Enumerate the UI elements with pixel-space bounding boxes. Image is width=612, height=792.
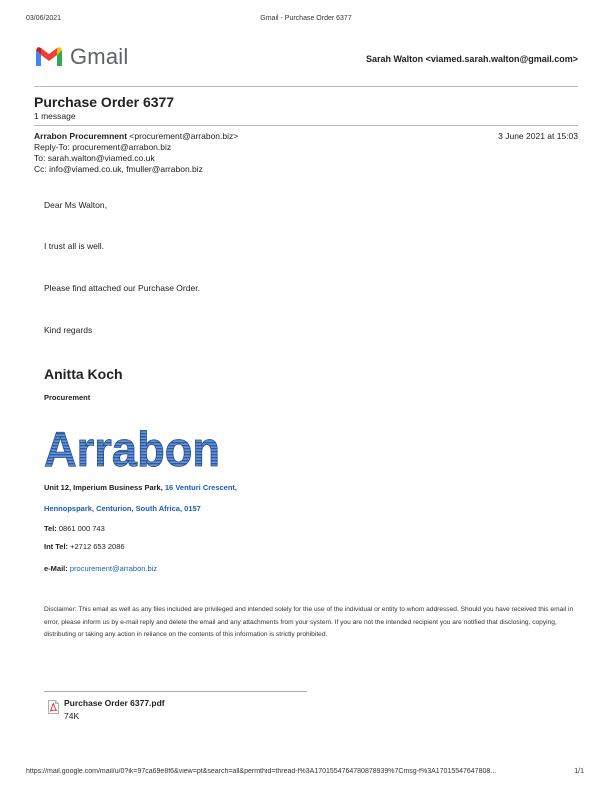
- email-line: [44, 564, 157, 573]
- int-tel-value: +2712 653 2086: [68, 542, 125, 551]
- address-line-1a: Unit 12, Imperium Business Park,: [44, 483, 165, 492]
- header-divider: [34, 86, 578, 87]
- email-label: e-Mail:: [44, 564, 68, 573]
- gmail-m-icon: [34, 46, 64, 68]
- signature-email-link[interactable]: procurement@arrabon.biz: [69, 564, 158, 573]
- signature-name: Anitta Koch: [44, 366, 123, 382]
- address-line-1: [44, 483, 237, 492]
- gmail-wordmark: Gmail: [70, 44, 129, 69]
- body-line-2: Please find attached our Purchase Order.: [44, 283, 200, 293]
- address-line-2[interactable]: Hennopspark, Centurion, South Africa, 0157: [44, 504, 201, 513]
- print-date: 03/06/2021: [26, 15, 62, 22]
- print-url: https://mail.google.com/mail/u/0?ik=97ca69e8f6&view=pt&search=all&permthid=thread-f%3A1701554764780878939%7Cmsg-f%3A17015547647808...: [26, 768, 497, 775]
- address-street-link[interactable]: 16 Venturi Crescent,: [164, 483, 238, 492]
- print-page-number: 1/1: [574, 768, 584, 775]
- subject-divider: [34, 125, 578, 126]
- tel-label: Tel:: [44, 524, 57, 533]
- int-tel-label: Int Tel:: [44, 542, 69, 551]
- attachment-name[interactable]: Purchase Order 6377.pdf: [64, 698, 165, 708]
- message-count: 1 message: [34, 111, 76, 121]
- tel-line: [44, 524, 105, 533]
- pdf-file-icon[interactable]: [48, 700, 59, 714]
- int-tel-line: [44, 542, 125, 551]
- reply-to: Reply-To: procurement@arrabon.biz: [34, 142, 172, 152]
- body-line-1: I trust all is well.: [44, 241, 104, 251]
- attachment-divider: [44, 691, 307, 692]
- message-meta: [34, 131, 238, 175]
- account-label: Sarah Walton <viamed.sarah.walton@gmail.com>: [365, 54, 578, 64]
- sender-name: Arrabon Procuremnent: [34, 131, 128, 141]
- cc-line: Cc: info@viamed.co.uk, fmuller@arrabon.biz: [34, 164, 203, 174]
- tel-value: 0861 000 743: [56, 524, 105, 533]
- sender-email[interactable]: <procurement@arrabon.biz>: [129, 131, 239, 141]
- sender-line: [34, 131, 238, 142]
- thread-subject: Purchase Order 6377: [34, 94, 175, 110]
- gmail-logo[interactable]: [34, 44, 128, 70]
- arrabon-logo-text: Arrabon: [44, 424, 220, 470]
- signature-role: Procurement: [44, 393, 91, 402]
- disclaimer: Disclaimer: This email as well as any files included are privileged and intended solely for the use of the individual or entity to whom addressed. Should you have received this email in error, please inform us by e-mail reply and delete the email and any attachments from your system. If you are not the intended recipient you are notified that disclosing, copying, distributing or taking any action in reliance on the contents of this information is strictly prohibited.: [44, 606, 574, 639]
- body-greeting: Dear Ms Walton,: [44, 200, 107, 210]
- body-closing: Kind regards: [44, 325, 93, 335]
- print-title: Gmail - Purchase Order 6377: [260, 15, 352, 22]
- message-datetime: 3 June 2021 at 15:03: [498, 131, 578, 141]
- to-line: To: sarah.walton@viamed.co.uk: [34, 153, 155, 163]
- attachment-size: 74K: [64, 711, 80, 721]
- arrabon-logo: [43, 424, 223, 470]
